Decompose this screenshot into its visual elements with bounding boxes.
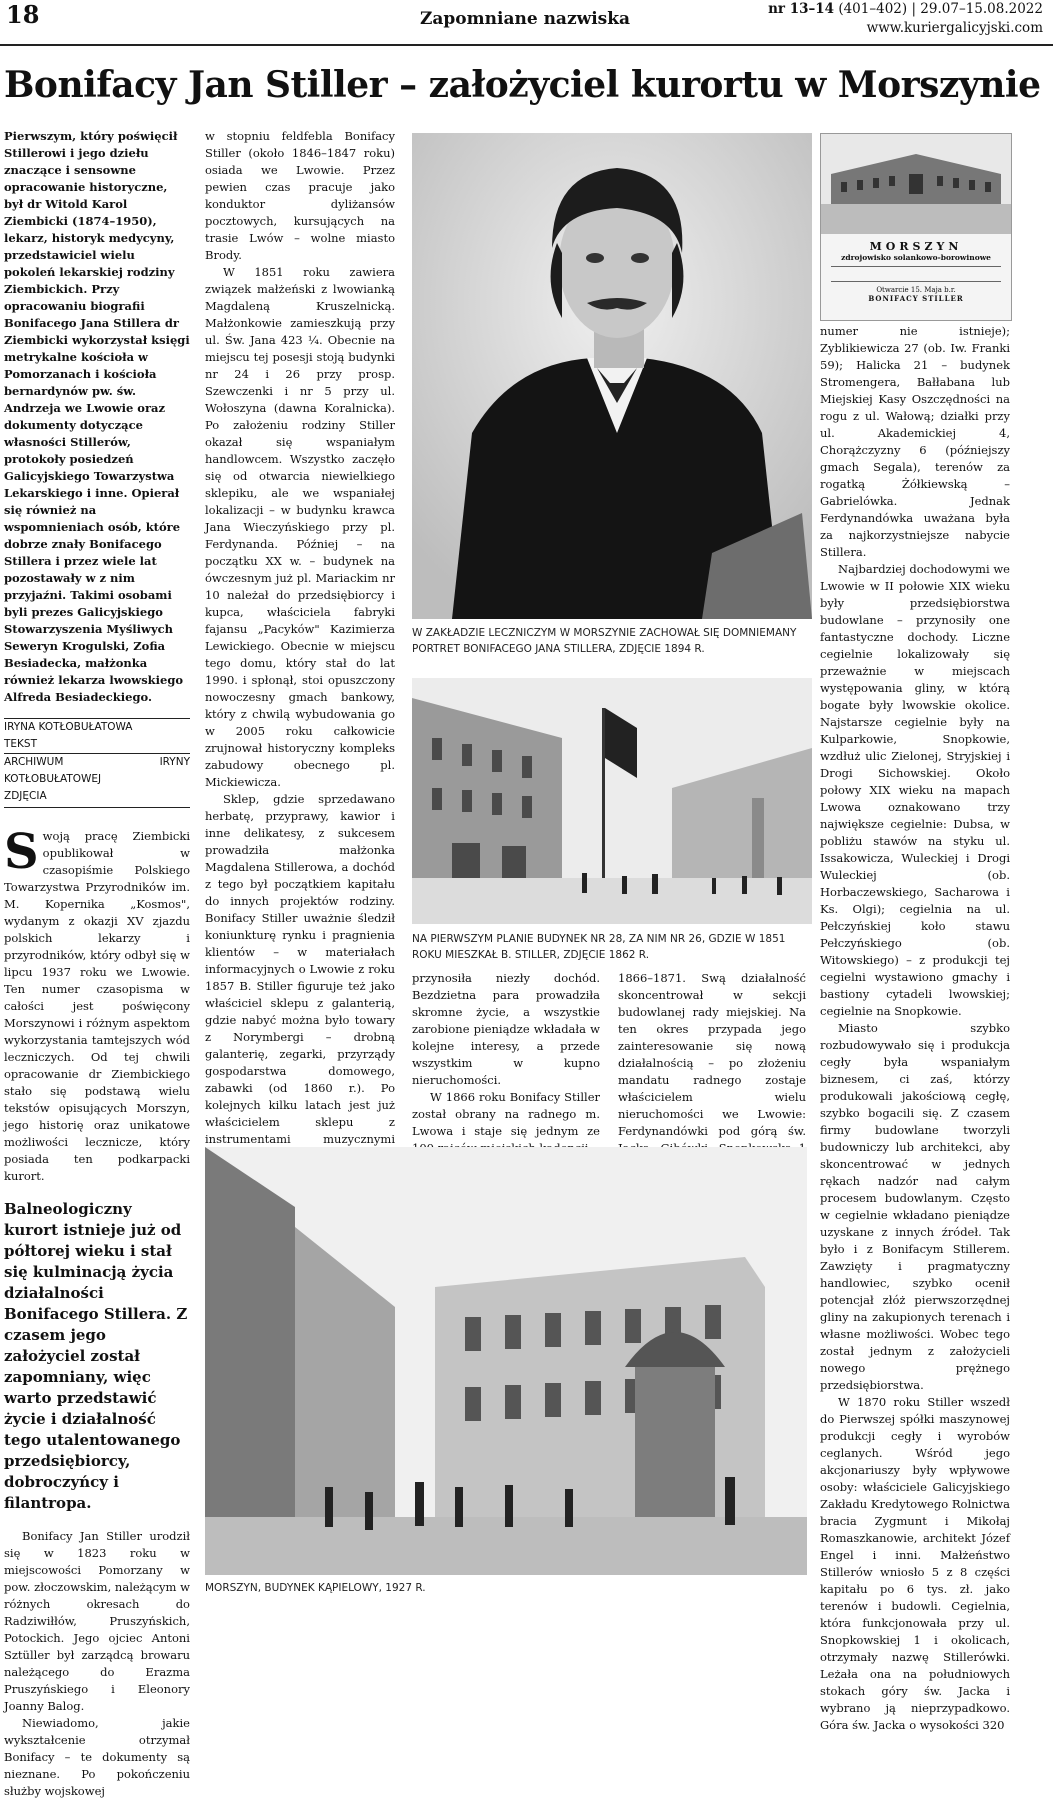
credit-author-role: TEKST	[4, 738, 38, 750]
poster-building	[821, 134, 1011, 234]
page-number: 18	[6, 0, 40, 29]
body-paragraph-8: W 1866 roku Bonifacy Stiller został obrany na radnego m. Lwowa i staje się jednym ze	[412, 1090, 600, 1138]
issue-sub: (401–402)	[838, 1, 908, 17]
drop-cap: S	[4, 824, 39, 880]
poster-subtitle: zdrojowisko solankowo-borowinowe	[841, 253, 991, 262]
section-title: Zapomniane nazwiska	[420, 9, 631, 29]
portrait-photo	[412, 133, 812, 619]
street-caption: NA PIERWSZYM PLANIE BUDYNEK NR 28, ZA NIM NR 26, GDZIE W 1851 ROKU MIESZKAŁ B. STILLER, ZDJĘCIE 1862 R.	[412, 933, 786, 961]
body-paragraph-9: 1866–1871. Swą działalność skoncentrował w sekcji budowlanej rady miejskiej. Na ten okres przypada jego zainteresowanie się nową działalnością – po złożeniu mandatu radnego zostaje właścicielem wielu nieruchomości we Lwowie: Ferdynandówki pod górą św.	[618, 971, 806, 1138]
body-paragraph-3: Niewiadomo, jakie wykształcenie otrzymał Bonifacy – te dokumenty są nieznane. Po pokończeniu służby wojskowej	[4, 1716, 190, 1798]
column-4	[618, 970, 806, 1174]
portrait-image	[412, 133, 812, 619]
header-rule	[0, 44, 1053, 46]
portrait-caption: W ZAKŁADZIE LECZNICZYM W MORSZYNIE ZACHOWAŁ SIĘ DOMNIEMANY PORTRET BONIFACEGO JANA STILLERA, ZDJĘCIE 1894 R.	[412, 627, 797, 655]
body-start	[4, 807, 190, 1185]
credits	[4, 718, 190, 805]
bath-photo	[205, 1147, 807, 1575]
issue-number: nr 13–14	[768, 1, 835, 17]
issue-dates: 29.07–15.08.2022	[920, 1, 1043, 17]
credit-photos: ARCHIWUM IRYNY KOTŁOBUŁATOWEJ	[4, 753, 190, 788]
advert-poster	[820, 133, 1012, 321]
body-paragraph-10: numer nie istnieje); Zyblikiewicza 27 (ob. Iw. Franki 59); Halicka 21 – budynek Stromengera, Bałłabana lub Miejskiej Kasy Oszczędności na rogu z ul. Wałową; działki przy ul. Akademickiej 4, Chorążczyzny 6 (późniejszy gmach Segala), terenów za rogatką Żółkiewską – Gabrielówka. Jednak Ferdynandówka uważana była za najkorzystniejsze nabycie Stillera.	[820, 324, 1010, 559]
body-paragraph-13: W 1870 roku Stiller wszedł do Pierwszej spółki maszynowej produkcji cegły i wyrobów ceglanych. Wśród jego akcjonariuszy były wpływowe osoby: właściciele Galicyjskiego Zakładu Kredytowego Rolnictwa bracia Zygmunt i Mikołaj Romaszkanowie, architekt Józef Engel i inni. Małżeństwo Stillerów wniosło 5 z 8 części kapitału po 6 tys. zł. jako terenów i budowli. Cegielnia, która funkcjonowała przy ul. Snopkowskiej 1 i okolicach, otrzymały nazwę Stillerówki. Leżała ona na południowych stokach góry św. Jacka i wybrano ją nieprzypadkowo. Góra św. Jacka o wysokości 320	[820, 1395, 1010, 1732]
poster-owner: BONIFACY STILLER	[868, 294, 964, 303]
poster-opening: Otwarcie 15. Maja b.r.	[876, 286, 956, 294]
column-5	[820, 323, 1010, 1734]
bath-caption: MORSZYN, BUDYNEK KĄPIELOWY, 1927 R.	[205, 1582, 426, 1594]
body-paragraph-5: W 1851 roku zawiera związek małżeński z lwowianką Magdaleną Kruszelnicką. Małżonkowie zamieszkują przy ul. Św. Jana 423 ¼. Obecnie na miejscu tej posesji stoją budynki nr 24 i 26 przy prosp. Szewczenki i nr 5 przy ul. Wołoszyna (dawna Koralnicka). Po założeniu rodziny Stiller okazał się wspaniałym handlowcem. Wszystko zaczęło się od otwarcia niewielkiego sklepiku, ale we wspaniałej lokalizacji – w budynku krawca Jana Wieczyńskiego przy pl. Ferdynanda. Później – na początku XX w. – budynek na ówczesnym już pl. Mariackim nr 10 należał do przedsiębiorcy i kupca, właściciela fabryki fajansu „Pacyków" Kazimierza Lewickiego. Obecnie w miejscu tego domu, który stał do lat 1990. i spłonął, stoi opuszczony nowoczesny gmach bankowy, który z chwilą wybudowania go w 2005 roku całkowicie zrujnował historyczny kompleks zabudowy obecnego pl. Mickiewicza.	[205, 265, 395, 789]
column-2	[205, 128, 395, 1267]
body-paragraph-2: Bonifacy Jan Stiller urodził się w 1823 roku w miejscowości Pomorzany w pow. złoczowskim, należącym w różnych okresach do Radziwiłłów, Pruszyńskich, Potockich. Jego ojciec Antoni Sztüller był zarządcą browaru należącego do Erazma Pruszyńskiego i Eleonory Joanny Balog.	[4, 1529, 190, 1713]
street-image	[412, 678, 812, 924]
article-title: Bonifacy Jan Stiller – założyciel kurortu w Morszynie	[4, 64, 1041, 106]
website-link[interactable]: www.kuriergalicyjski.com	[866, 20, 1043, 36]
issue-info: nr 13–14 (401–402) | 29.07–15.08.2022 www.kuriergalicyjski.com	[768, 1, 1043, 36]
body-paragraph-12: Miasto szybko rozbudowywało się i produkcja cegły była wspaniałym biznesem, ci zaś, którzy produkowali jakościową cegłę, szybko bogacili się. Z czasem firmy budowlane tworzyli budowniczy lub architekci, aby skoncentrować w jednych rękach nadzór nad całym procesem budowlanym. Często w cegielnie wkładano pieniądze uzyskane z innych źródeł. Tak było i z Bonifacym Stillerem. Zawzięty i pragmatyczny handlowiec, szybko ocenił potencjał złóż pierwszorzędnej gliny na zakupionych terenach i własne możliwości. Wobec tego został jednym z założycieli nowego prężnego przedsiębiorstwa.	[820, 1021, 1010, 1392]
article-lead: Pierwszym, który poświęcił Stillerowi i jego dziełu znaczące i sensowne opracowanie historyczne, był dr Witold Karol Ziembicki (1874–1950), lekarz, historyk medycyny, przedstawiciel wielu pokoleń lekarskiej rodziny Ziembickich. Przy opracowaniu biografii Bonifacego Jana Stillera dr Ziembicki wykorzystał księgi metrykalne kościoła w Pomorzanach i kościoła bernardynów pw. św. Andrzeja we Lwowie oraz dokumenty dotyczące własności Stillerów, protokoły posiedzeń Galicyjskiego Towarzystwa Lekarskiego i inne. Opierał się również na wspomnieniach osób, które dobrze znały Bonifacego Stillera i przez wiele lat pozostawały w z nim przyjaźni. Takimi osobami byli prezes Galicyjskiego Stowarzyszenia Myśliwych Seweryn Krogulski, Zofia Besiadecka, małżonka również lekarza lwowskiego Alfreda Besiadeckiego.	[4, 129, 190, 704]
column-1	[4, 128, 190, 1800]
body-text: woją pracę Ziembicki opublikował w czasopiśmie Polskiego Towarzystwa Przyrodników im. M. Kopernika „Kosmos", wydanym z okazji XV zjazdu polskich lekarzy i przyrodników, który odbył się w lipcu 1937 roku we Lwowie. Ten numer czasopisma w całości jest poświęcony Morszynowi i różnym aspektom wykorzystania tamtejszych wód leczniczych. Od tej chwili opracowanie dr Ziembickiego stało się podstawą wielu tekstów opisujących Morszyn, jego historię oraz unikatowe możliwości lecznicze, który posiada ten podkarpacki kurort.	[4, 829, 190, 1183]
body-paragraph-11: Najbardziej dochodowymi we Lwowie w II połowie XIX wieku były przedsiębiorstwa budowlane – przynosiły one fantastyczne dochody. Liczne cegielnie lokalizowały się przeważnie w miejscach występowania gliny, w którą bogate były lwowskie okolice. Najstarsze cegielnie były na Kulparkowie, Snopkowie, wzdłuż ulic Zielonej, Stryjskiej i Drogi Sichowskiej. Około połowy XIX wieku na mapach Lwowa oznakowano trzy największe cegielnie: Dubsa, w pobliżu stawów na styku ul. Issakowicza, Wuleckiej i Drogi Wuleckiej (ob. Horbaczewskiego, Sacharowa i Ks. Olgi); cegielnia na ul. Pełczyńskiej koło stawu Pełczyńskiego (ob. Witowskiego) – z produkcji tej cegielni wystawiono gmachy i bastiony cytadeli lwowskiej; cegielnie na Snopkowie.	[820, 562, 1010, 1018]
poster-fine-print	[831, 266, 1001, 282]
pull-quote: Balneologiczny kurort istnieje już od półtorej wieku i stał się kulminacją życia działalności Bonifacego Stillera. Z czasem jego założyciel został zapomniany, więc warto przedstawić życie i działalność tego utalentowanego przedsiębiorcy, dobroczyńcy i filantropa.	[4, 1200, 188, 1512]
column-3	[412, 970, 600, 1157]
poster-title: MORSZYN	[869, 240, 963, 253]
body-paragraph-4: w stopniu feldfebla Bonifacy Stiller (około 1846–1847 roku) osiada we Lwowie. Przez pewien czas pracuje jako konduktor dyliżansów pocztowych, kursujących na trasie Lwów – wolne miasto Brody.	[205, 129, 395, 262]
body-paragraph-7: przynosiła niezły dochód. Bezdzietna para prowadziła skromne życie, a wszystkie zarobione pieniądze wkładała w kolejne interesy, a przede wszystkim w kupno nieruchomości.	[412, 971, 600, 1087]
page-header	[0, 0, 1053, 42]
bath-image	[205, 1147, 807, 1575]
street-photo	[412, 678, 812, 924]
credit-photos-role: ZDJĘCIA	[4, 790, 47, 802]
body-paragraph-1	[4, 824, 190, 1185]
credit-author: IRYNA KOTŁOBUŁATOWA	[4, 718, 190, 736]
body-paragraph-6: Sklep, gdzie sprzedawano herbatę, przyprawy, kawior i inne delikatesy, z sukcesem prowadziła małżonka Magdalena Stillerowa, a dochód z tego był początkiem kapitału do innych projektów rodziny. Bonifacy Stiller uważnie śledził koniunkturę rynku i pragnienia klientów – w materiałach informacyjnych o Lwowie z roku 1857 B. Stiller figuruje też jako właściciel sklepu z galanterią, gdzie nabyć można było towary z Norymbergi – drobną galanterię, zegarki, przyrządy gospodarstwa domowego, zabawki (od 1860 r.). Po kolejnych kilku latach jest już właścicielem sklepu z instrumentami muzycznymi	[205, 792, 395, 1146]
